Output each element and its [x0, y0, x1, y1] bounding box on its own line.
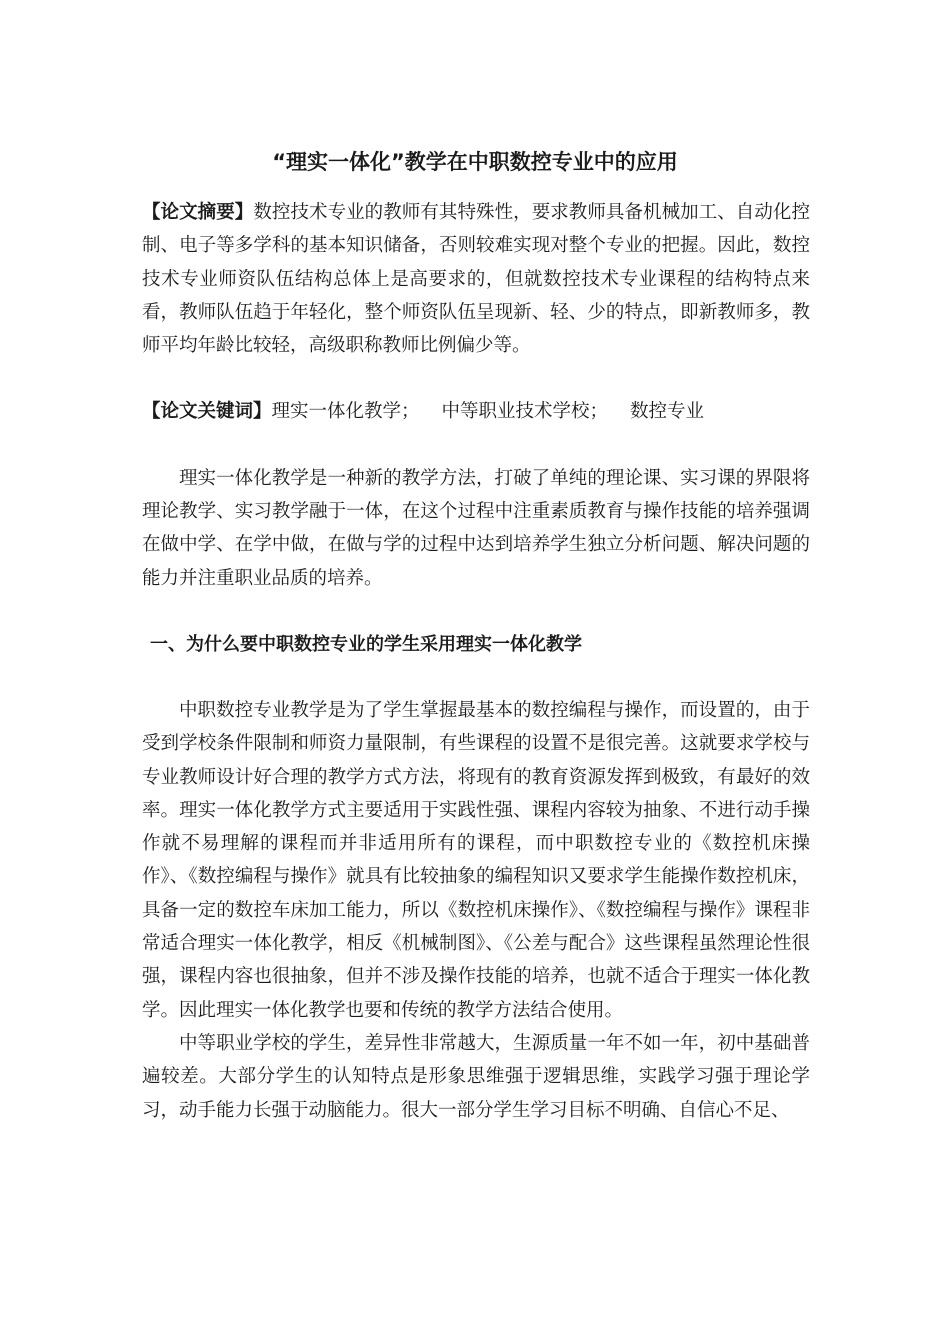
abstract-label: 【论文摘要】 — [142, 202, 254, 223]
intro-paragraph: 理实一体化教学是一种新的教学方法，打破了单纯的理论课、实习课的界限将理论教学、实习教学融于一体，在这个过程中注重素质教育与操作技能的培养强调在做中学、在学中做，在做与学的过程中达到培养学生独立分析问题、解决问题的能力并注重职业品质的培养。 — [142, 467, 810, 589]
body-paragraph: 中职数控专业教学是为了学生掌握最基本的数控编程与操作，而设置的，由于受到学校条件限制和师资力量限制，有些课程的设置不是很完善。这就要求学校与专业教师设计好合理的教学方式方法，将现有的教育资源发挥到极致，有最好的效率。理实一体化教学方式主要适用于实践性强、课程内容较为抽象、不进行动手操作就不易理解的课程而并非适用所有的课程，而中职数控专业的《数控机床操作》、《数控编程与操作》就具有比较抽象的编程知识又要求学生能操作数控机床，具备一定的数控车床加工能力，所以《数控机床操作》、《数控编程与操作》课程非常适合理实一体化教学，相反《机械制图》、《公差与配合》这些课程虽然理论性很强，课程内容也很抽象，但并不涉及操作技能的培养，也就不适合于理实一体化教学。因此理实一体化教学也要和传统的教学方法结合使用。 — [142, 699, 810, 1021]
document-title: “理实一体化”教学在中职数控专业中的应用 — [272, 150, 678, 174]
abstract-paragraph — [142, 196, 810, 362]
section-heading: 一、为什么要中职数控专业的学生采用理实一体化教学 — [150, 633, 582, 655]
keywords-label: 【论文关键词】 — [142, 401, 272, 423]
keyword-item: 理实一体化教学； — [271, 401, 420, 423]
keywords-paragraph — [142, 395, 810, 428]
abstract-text: 数控技术专业的教师有其特殊性，要求教师具备机械加工、自动化控制、电子等多学科的基本知识储备，否则较难实现对整个专业的把握。因此，数控技术专业师资队伍结构总体上是高要求的，但就数控技术专业课程的结构特点来看，教师队伍趋于年轻化，整个师资队伍呈现新、轻、少的特点，即新教师多，教师平均年龄比较轻，高级职称教师比例偏少等。 — [142, 202, 810, 357]
keyword-item: 中等职业技术学校； — [441, 401, 609, 423]
keyword-item: 数控专业 — [630, 401, 705, 423]
document-body — [142, 196, 810, 1127]
body-paragraph: 中等职业学校的学生，差异性非常越大，生源质量一年不如一年，初中基础普遍较差。大部分学生的认知特点是形象思维强于逻辑思维，实践学习强于理论学习，动手能力长强于动脑能力。很大一部分学生学习目标不明确、自信心不足、 — [142, 1032, 810, 1121]
